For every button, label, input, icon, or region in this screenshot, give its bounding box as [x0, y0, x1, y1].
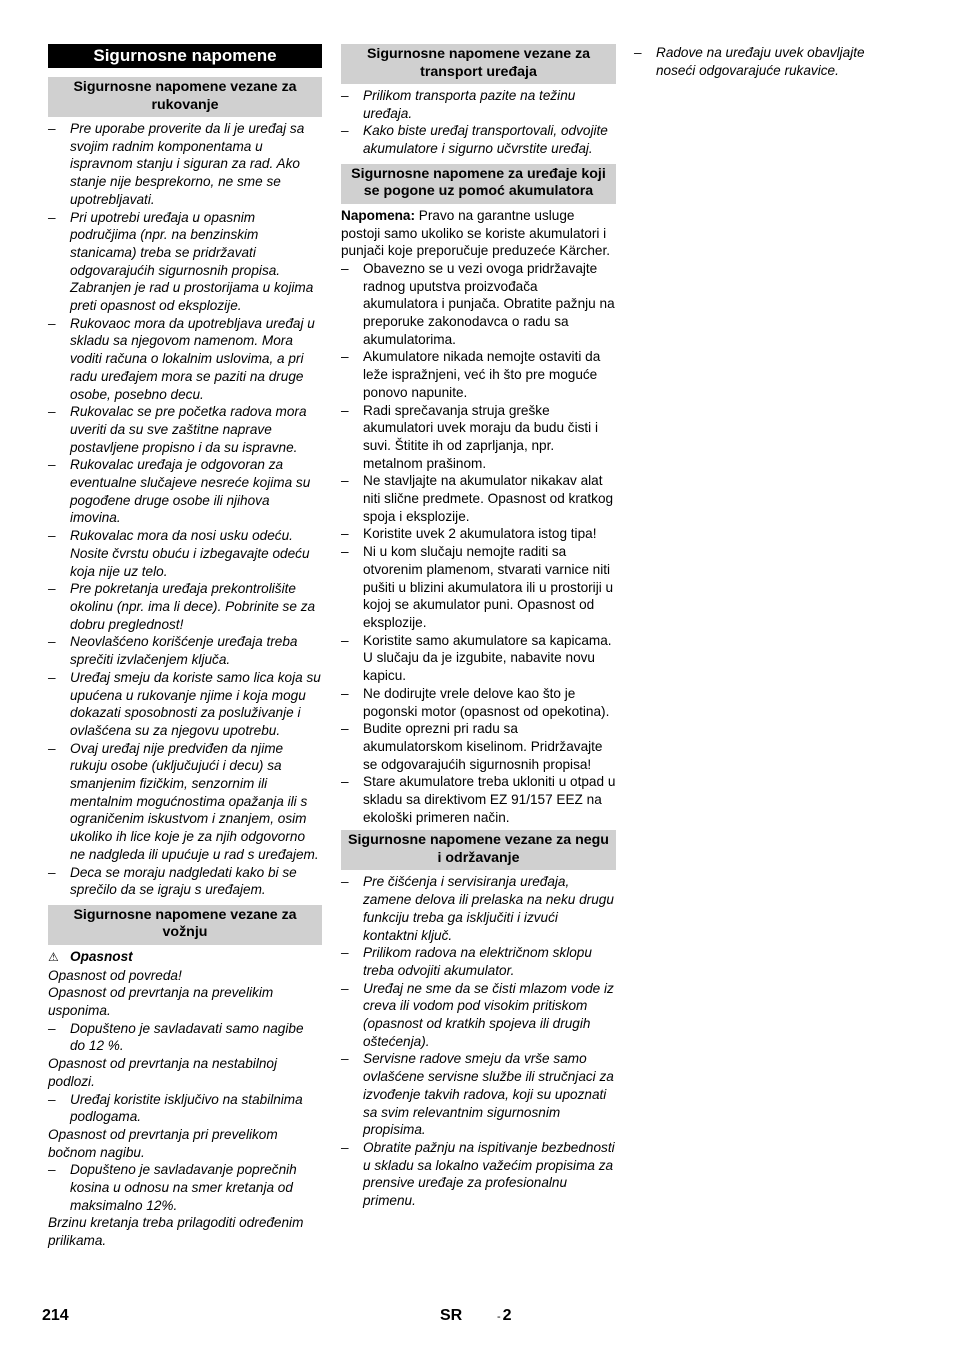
driving-text: Opasnost od povreda! [48, 967, 182, 983]
driving-list [48, 1020, 322, 1055]
driving-list [48, 1161, 322, 1214]
list-item: – Rukovalac se pre početka radova mora uveriti da su sve zaštitne naprave postavljene propisno i da su ispravne. [48, 404, 307, 455]
driving-text: Opasnost od prevrtanja na nestabilnoj podlozi. [48, 1056, 277, 1089]
list-item: – Uređaj smeju da koriste samo lica koja su upućena u rukovanje njime i koja mogu dokazati sposobnosti za posluživanje i ovlašćena su za njegovu upotrebu. [48, 669, 321, 738]
handling-list [48, 120, 322, 899]
driving-list [48, 1091, 322, 1126]
list-item: – Rukovalac uređaja je odgovoran za eventualne slučajeve nesreće kojima su pogođene druge osobe ili njihova imovina. [48, 457, 311, 526]
section-heading-driving: Sigurnosne napomene vezane za vožnju [48, 905, 322, 945]
list-item: – Obavezno se u vezi ovoga pridržavajte radnog uputstva proizvođača akumulatora i punjača. Obratite pažnju na preporuke zakonodavca o radu sa akumulatorima. [341, 260, 615, 347]
driving-text: Brzinu kretanja treba prilagoditi određenim prilikama. [48, 1215, 304, 1249]
list-item: – Kako biste uređaj transportovali, odvojite akumulatore i sigurno učvrstite uređaj. [341, 123, 608, 157]
warning-triangle-icon: ⚠ [48, 949, 59, 964]
driving-text: Opasnost od prevrtanja na prevelikim usponima. [48, 985, 274, 1019]
list-item: – Pre čišćenja i servisiranja uređaja, zamene delova ili prelaska na neku drugu funkciju treba ga isključiti i izvući kontaktni ključ. [341, 874, 614, 943]
list-item: – Pre uporabe proverite da li je uređaj sa svojim radnim komponentama u ispravnom stanju i siguran za rad. Ako stanje nije besprekorno, ne sme se upotrebljavati. [48, 121, 305, 207]
list-item: – Ne dodirujte vrele delove kao što je pogonski motor (opasnost od opekotina). [341, 685, 610, 719]
list-item: – Akumulatore nikada nemojte ostaviti da leže ispražnjeni, već ih što pre moguće ponovo napunite. [341, 349, 601, 400]
maintenance-list-continued [634, 44, 904, 79]
list-item: – Ne stavljajte na akumulator nikakav alat niti slične predmete. Opasnost od kratkog spoja i eksplozije. [341, 473, 614, 524]
page-number: 214 [42, 1307, 69, 1324]
language-code: SR [440, 1307, 463, 1324]
note-label: Napomena: [341, 207, 416, 223]
list-item: – Radove na uređaju uvek obavljajte noseći odgovarajuće rukavice. [634, 45, 865, 78]
list-item: – Rukovalac mora da nosi usku odeću. Nosite čvrstu obuću i izbegavajte odeću koja nije uz telo. [48, 528, 310, 579]
list-item: – Budite oprezni pri radu sa akumulatorskom kiselinom. Pridržavajte se odgovarajućih sigurnosnih propisa! [341, 721, 603, 772]
battery-note: Napomena: Pravo na garantne usluge postoji samo ukoliko se koriste akumulatori i punjači koje preporučuje preduzeće Kärcher. [341, 207, 611, 259]
maintenance-list [341, 873, 616, 1209]
list-item: – Obratite pažnju na ispitivanje bezbednosti u skladu sa lokalno važećim propisima za prensive uređaje za profesionalnu primenu. [341, 1139, 615, 1209]
column-left [48, 44, 322, 1250]
section-heading-transport: Sigurnosne napomene vezane za transport uređaja [341, 44, 616, 84]
column-middle [341, 44, 616, 1214]
section-heading-battery: Sigurnosne napomene za uređaje koji se pogone uz pomoć akumulatora [341, 164, 616, 204]
list-item: – Koristite samo akumulatore sa kapicama. U slučaju da je izgubite, nabavite novu kapicu. [341, 632, 612, 684]
warning-label: ⚠ Opasnost [48, 948, 322, 967]
battery-list [341, 260, 616, 827]
list-item: – Neovlašćeno korišćenje uređaja treba sprečiti izvlačenjem ključa. [48, 634, 298, 668]
list-item: – Ni u kom slučaju nemojte raditi sa otvorenim plamenom, stvarati varnice niti pušiti u blizini akumulatora ili u prostoriji u kojoj se akumulator puni. Opasnost od eksplozije. [341, 544, 614, 630]
list-item: – Rukovaoc mora da upotrebljava uređaj u skladu sa njegovom namenom. Mora voditi računa o lokalnim uslovima, a pri radu uređajem mora se paziti na druge osobe, posebno decu. [48, 315, 315, 402]
list-item: – Stare akumulatore treba ukloniti u otpad u skladu sa direktivom EZ 91/157 EEZ na ekološki primeren način. [341, 774, 616, 825]
page-title: Sigurnosne napomene [48, 44, 322, 68]
list-item: – Koristite uvek 2 akumulatora istog tipa! [341, 526, 597, 542]
list-item: – Uređaj koristite isključivo na stabilnima podlogama. [48, 1091, 303, 1125]
section-page-number: - 2 [497, 1307, 512, 1324]
list-item: – Pri upotrebi uređaja u opasnim područjima (npr. na benzinskim stanicama) treba se pridržavati odgovarajućih sigurnosnih propisa. Zabranjen je rad u prostorijama u kojima preti opasnost od eksplozije. [48, 209, 314, 314]
list-item: – Deca se moraju nadgledati kako bi se sprečilo da se igraju s uređajem. [48, 864, 297, 898]
section-heading-maintenance: Sigurnosne napomene vezane za negu i održavanje [341, 830, 616, 870]
list-item: – Pre pokretanja uređaja prekontrolišite okolinu (npr. ima li dece). Pobrinite se za dobru preglednost! [48, 581, 316, 632]
list-item: – Dopušteno je savladavati samo nagibe do 12 %. [48, 1020, 304, 1054]
column-right [634, 44, 904, 83]
list-item: – Uređaj ne sme da se čisti mlazom vode iz creva ili vodom pod visokim pritiskom (opasnost od kratkih spojeva ili drugih oštećenja). [341, 980, 614, 1049]
list-item: – Ovaj uređaj nije predviđen da njime rukuju osobe (uključujući i decu) sa smanjenim fizičkim, senzornim ili mentalnim mogućnostima opažanja ili s ograničenim iskustvom i znanjem, osim ukoliko ih lice koje je za njih odgovorno ne nadgleda ili upućuje u rad s uređajem. [48, 740, 319, 862]
list-item: – Prilikom radova na električnom sklopu treba odvojiti akumulator. [341, 945, 592, 978]
list-item: – Prilikom transporta pazite na težinu uređaja. [341, 88, 576, 121]
list-item: – Dopušteno je savladavanje poprečnih kosina u odnosu na smer kretanja od maksimalno 12%. [48, 1162, 297, 1213]
list-item: – Radi sprečavanja struja greške akumulatori uvek moraju da budu čisti i suvi. Štitite ih od zaprljanja, npr. metalnom prašinom. [341, 402, 598, 471]
list-item: – Servisne radove smeju da vrše samo ovlašćene servisne službe ili stručnjaci za izvođenje takvih radova, koji su upoznati sa svim relevantnim sigurnosnim propisima. [341, 1051, 614, 1138]
transport-list [341, 87, 616, 158]
section-heading-handling: Sigurnosne napomene vezane za rukovanje [48, 77, 322, 117]
driving-text: Opasnost od prevrtanja pri prevelikom bočnom nagibu. [48, 1126, 278, 1160]
